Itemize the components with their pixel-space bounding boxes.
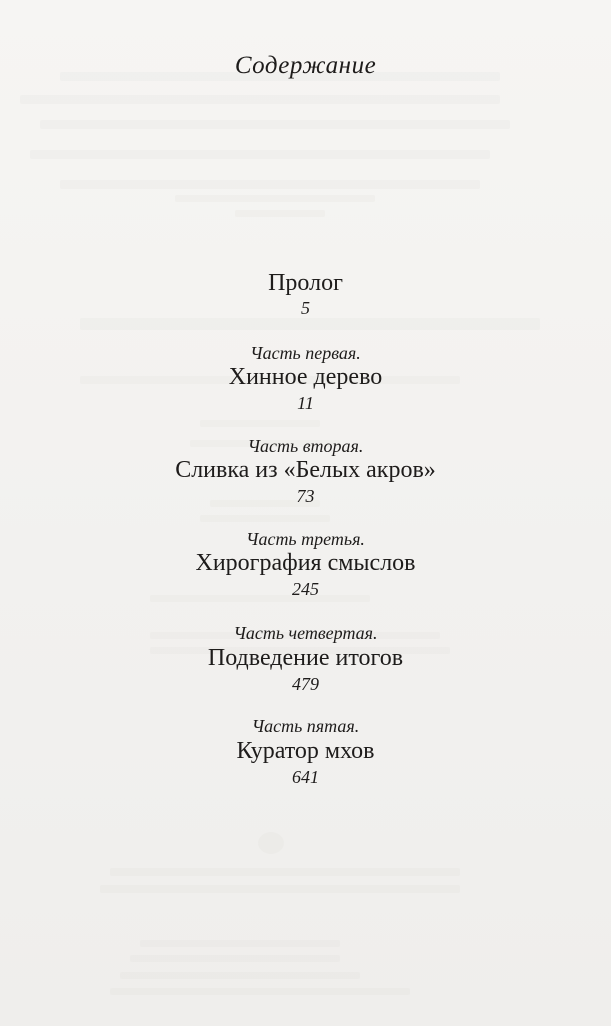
show-through-line xyxy=(200,515,330,522)
toc-entry-title[interactable]: Подведение итогов xyxy=(207,645,404,671)
toc-entry-title[interactable]: Пролог xyxy=(268,270,343,296)
toc-entry-page-number: 73 xyxy=(296,486,315,506)
toc-entry-page-number: 11 xyxy=(297,393,314,413)
toc-entry-title[interactable]: Хирография смыслов xyxy=(195,550,416,576)
toc-part-label: Часть третья. xyxy=(246,529,365,549)
show-through-line xyxy=(200,420,320,427)
show-through-line xyxy=(175,195,375,202)
show-through-line xyxy=(100,885,460,893)
toc-part-label: Часть четвертая. xyxy=(233,623,378,643)
show-through-line xyxy=(110,988,410,995)
show-through-line xyxy=(140,940,340,947)
toc-entry-page-number: 5 xyxy=(301,298,310,318)
toc-part-label: Часть вторая. xyxy=(247,436,364,456)
toc-part-label: Часть первая. xyxy=(250,343,361,363)
toc-entry-title[interactable]: Куратор мхов xyxy=(236,738,375,764)
toc-entry-title[interactable]: Хинное дерево xyxy=(228,364,383,390)
show-through-circle xyxy=(258,832,284,854)
show-through-line xyxy=(30,150,490,159)
contents-heading: Содержание xyxy=(234,52,377,79)
toc-entry-title[interactable]: Сливка из «Белых акров» xyxy=(175,457,436,483)
show-through-line xyxy=(130,955,340,962)
toc-entry-page-number: 245 xyxy=(292,579,319,599)
show-through-line xyxy=(110,868,460,876)
show-through-line xyxy=(20,95,500,104)
toc-entry-page-number: 641 xyxy=(292,767,319,787)
show-through-line xyxy=(235,210,325,217)
show-through-line xyxy=(40,120,510,129)
show-through-line xyxy=(60,180,480,189)
show-through-line xyxy=(120,972,360,979)
toc-entry-page-number: 479 xyxy=(292,674,319,694)
show-through-line xyxy=(80,318,540,330)
toc-part-label: Часть пятая. xyxy=(251,716,360,736)
